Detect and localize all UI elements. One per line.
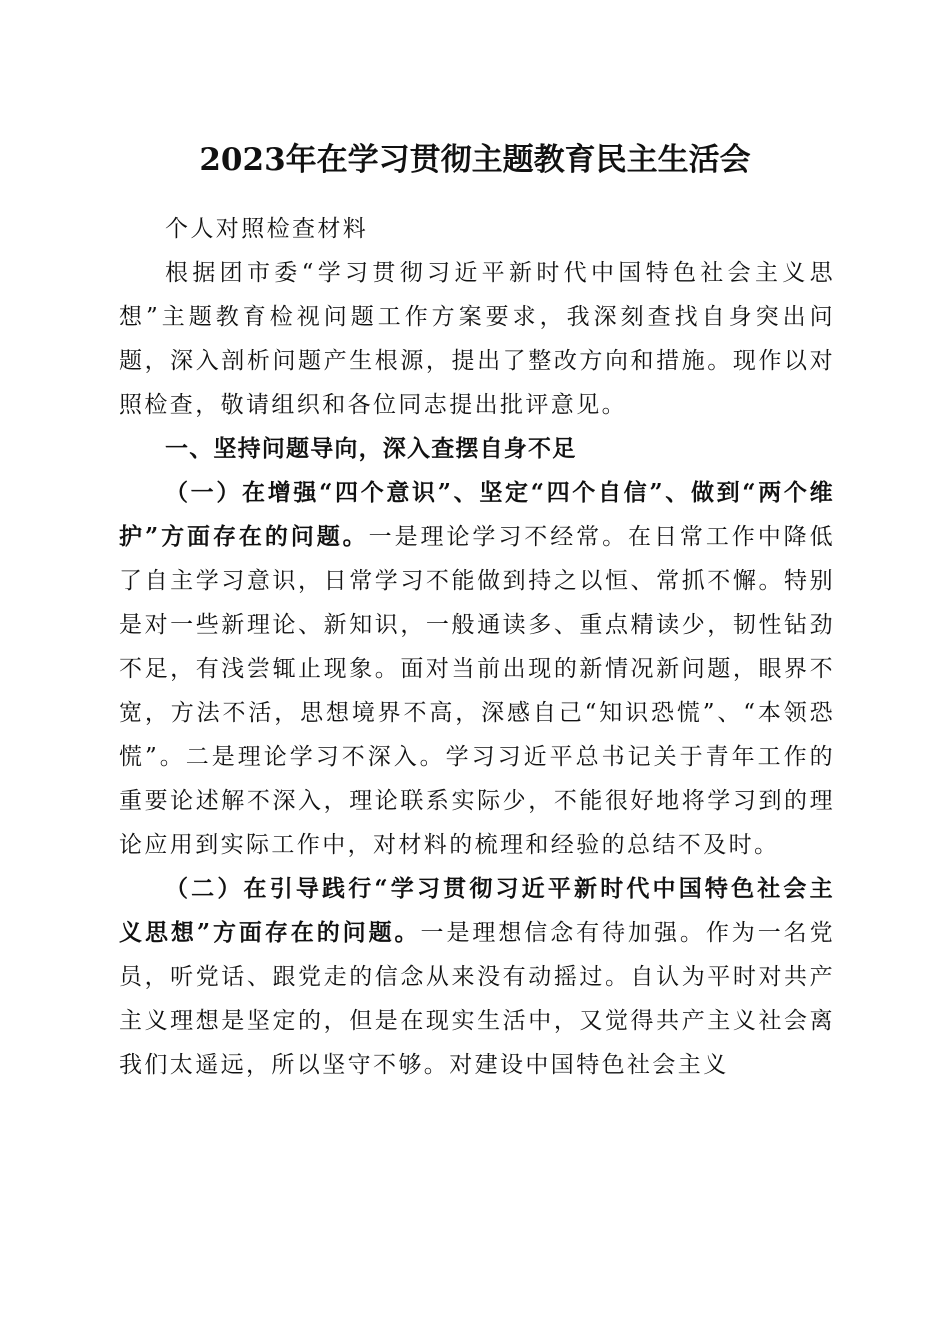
section-item-2-text: 一是理想信念有待加强。作为一名党员，听党话、跟党走的信念从来没有动摇过。自认为平时对共产主义理想是坚定的，但是在现实生活中，又觉得共产主义社会离我们太遥远，所以坚守不够。对建设中国特色社会主义 [119,920,836,1078]
document-title: 2023年在学习贯彻主题教育民主生活会 [199,142,751,178]
document-subtitle: 个人对照检查材料 [165,216,369,242]
section-item-1-heading: （一）在增强“四个意识”、坚定“四个自信”、做到“两个维护”方面存在的问题。 [119,479,835,550]
section-item-2-paragraph [119,867,835,1087]
section-item-1-text: 一是理论学习不经常。在日常工作中降低了自主学习意识，日常学习不能做到持之以恒、常抓不懈。特别是对一些新理论、新知识，一般通读多、重点精读少，韧性钻劲不足，有浅尝辄止现象。面对当前出现的新情况新问题，眼界不宽，方法不活，思想境界不高，深感自己“知识恐慌”、“本领恐慌”。二是理论学习不深入。学习习近平总书记关于青年工作的重要论述解不深入，理论联系实际少，不能很好地将学习到的理论应用到实际工作中，对材料的梳理和经验的总结不及时。 [119,524,835,858]
section-heading: 一、坚持问题导向，深入查摆自身不足 [165,436,577,462]
section-item-1-paragraph [119,471,835,867]
intro-paragraph: 根据团市委“学习贯彻习近平新时代中国特色社会主义思想”主题教育检视问题工作方案要求，我深刻查找自身突出问题，深入剖析问题产生根源，提出了整改方向和措施。现作以对照检查，敬请组织和各位同志提出批评意见。 [119,260,835,418]
document-body [119,207,835,1087]
section-item-2-heading: （二）在引导践行“学习贯彻习近平新时代中国特色社会主义思想”方面存在的问题。 [119,875,835,946]
